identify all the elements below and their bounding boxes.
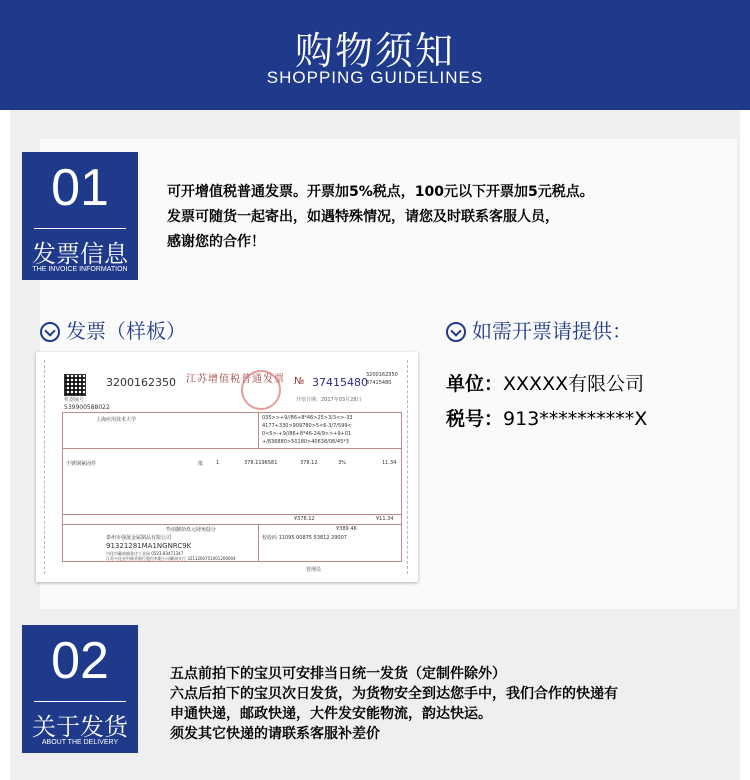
check-circle-icon [446, 322, 466, 342]
sample-heading [40, 315, 186, 344]
section-title: 关于发货 [32, 713, 128, 741]
notice-line: 六点后拍下的宝贝次日发货，为货物安全到达您手中，我们合作的快递有 [170, 686, 618, 702]
small-number: 37415480 [366, 380, 392, 386]
seller-bank: 江苏兴化农村商业银行股份有限公司戴南支行 3211260751001200004 [106, 556, 236, 561]
sample-heading-text: 发票（样板） [66, 319, 186, 343]
goods-unit: 批 [198, 461, 204, 467]
notice-line: 可开增值税普通发票。开票加5%税点，100元以下开票加5元税点。 [167, 184, 594, 200]
invoice-notice [167, 180, 594, 255]
section-subtitle: ABOUT THE DELIVERY [41, 739, 119, 746]
notice-line: 五点前拍下的宝贝可安排当日统一发货（定制件除外） [170, 666, 506, 682]
seller-tax: 91321281MA1NGNRC9K [106, 542, 192, 550]
check-code: 校验码 11095 00875 53812 29007 [262, 535, 347, 541]
check-circle-icon [40, 322, 60, 342]
cipher-line: 0<5>-+9//86+8*46-24/9>>+9+01 [262, 431, 352, 437]
perforation-right [407, 360, 414, 574]
total-amount: ¥378.12 [294, 516, 315, 522]
cipher-area [262, 414, 353, 446]
company-line [446, 369, 644, 396]
cipher-line: 4177+330>909780>5<6-3/7/599< [262, 423, 352, 429]
machine-label: 机器编号： [64, 397, 90, 403]
qr-code [64, 374, 86, 396]
tax-label: 税号： [446, 408, 504, 430]
total-big: 叁佰捌拾玖元肆角陆分 [166, 527, 217, 533]
section-invoice-badge [22, 152, 138, 280]
notice-line: 申通快递，邮政快递，大件发安能物流，韵达快运。 [170, 706, 492, 722]
grid-line [62, 514, 402, 515]
seller-name: 泰州市强晟金属制品有限公司 [106, 535, 172, 541]
tax-line [446, 404, 647, 431]
small-code: 3200162350 [366, 372, 398, 378]
divider [34, 228, 126, 229]
section-title: 发票信息 [32, 240, 128, 268]
goods-name: 不锈钢紧固件 [66, 461, 97, 467]
no-label: № [294, 376, 305, 387]
goods-qty: 1 [216, 460, 220, 466]
drawer: 管理员 [306, 567, 322, 573]
invoice-code: 3200162350 [106, 376, 176, 389]
invoice-date: 开票日期：2017年03月28日 [296, 397, 362, 403]
invoice-number: 37415480 [312, 376, 368, 389]
perforation-left [44, 360, 51, 574]
page-subtitle: SHOPPING GUIDELINES [266, 68, 484, 87]
total-small: ¥389.46 [336, 526, 357, 532]
invoice-title: 江苏增值税普通发票 [186, 374, 285, 385]
notice-line: 感谢您的合作！ [167, 234, 265, 250]
goods-rate: 3% [338, 460, 346, 466]
grid-line [62, 448, 402, 449]
company-label: 单位： [446, 373, 504, 395]
goods-price: 378.1196581 [244, 460, 278, 466]
goods-tax: 11.34 [382, 460, 397, 466]
grid-line [258, 524, 259, 562]
machine-no: 539900588022 [64, 404, 110, 411]
tax-stamp [241, 370, 281, 410]
provide-heading-text: 如需开票请提供： [472, 319, 632, 343]
section-number: 02 [51, 632, 109, 690]
section-number: 01 [51, 159, 109, 217]
page-title: 购物须知 [294, 29, 455, 73]
provide-heading [446, 315, 632, 344]
cipher-line: 035>>+9//86+8*46>25>3/3<>-33 [262, 415, 353, 421]
grid-line [258, 412, 259, 448]
section-delivery-badge [22, 625, 138, 753]
notice-line: 发票可随货一起寄出，如遇特殊情况，请您及时联系客服人员， [167, 209, 559, 225]
delivery-notice [170, 664, 618, 744]
tax-value: 913**********X [503, 408, 648, 430]
grid-line [62, 524, 402, 525]
goods-amount: 378.12 [300, 460, 318, 466]
seller-address: 兴化市戴南镇张庄工业园 0523-83471347 [106, 551, 184, 556]
header-banner [0, 0, 750, 110]
notice-line: 须发其它快递的请联系客服补差价 [170, 726, 380, 742]
company-value: XXXXX有限公司 [503, 373, 645, 395]
section-subtitle: THE INVOICE INFORMATION [32, 266, 128, 273]
buyer-name: 上海应用技术大学 [96, 417, 137, 423]
invoice-sample [36, 352, 418, 582]
total-tax: ¥11.34 [376, 516, 394, 522]
divider [34, 701, 126, 702]
cipher-line: +/836880>50180>40638/08/45*3 [262, 439, 349, 445]
